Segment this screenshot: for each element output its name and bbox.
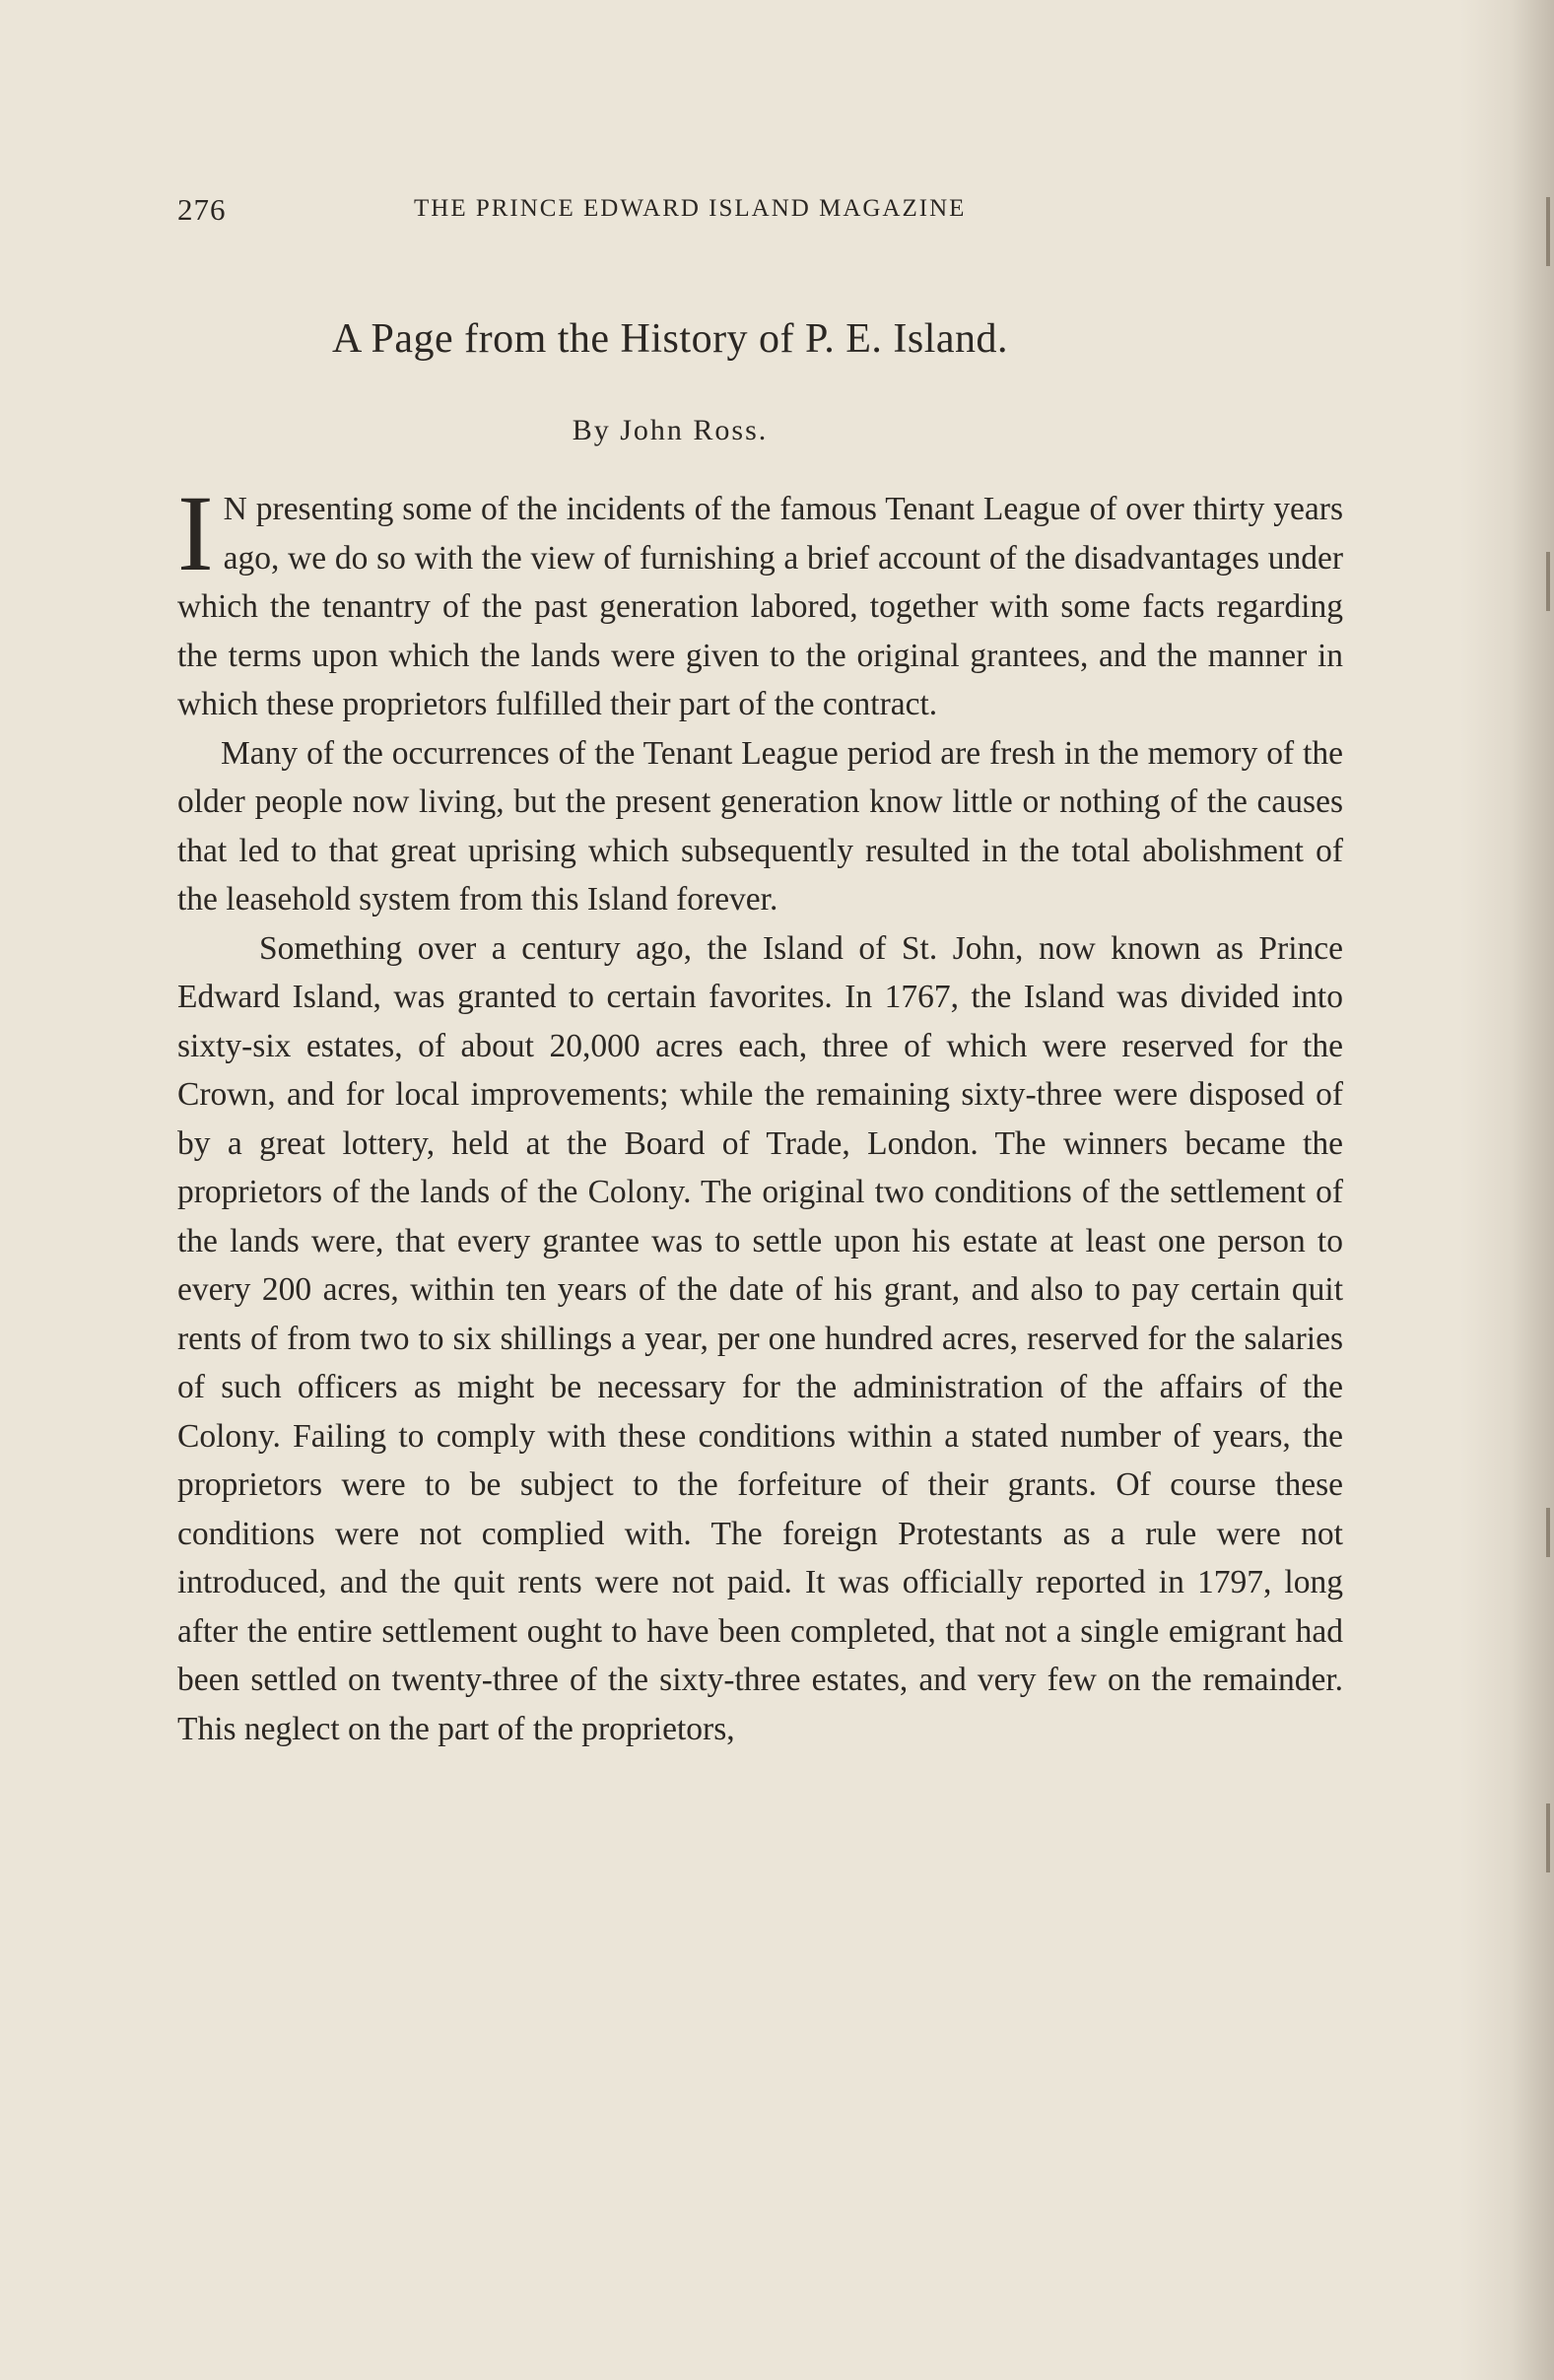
paragraph-1 (177, 473, 1343, 729)
spine-mark (1546, 1803, 1550, 1872)
byline: By John Ross. (572, 414, 769, 446)
paragraph-2: Many of the occurrences of the Tenant League period are fresh in the memory of the older people now living, but the present generation know little or nothing of the causes that led to that great uprising which subsequently resulted in the total abolishment of the leasehold system from this Island forever. (177, 734, 1343, 918)
spine-mark (1546, 1508, 1550, 1557)
spine-mark (1546, 552, 1550, 611)
page-number: 276 (177, 192, 227, 227)
article-body (177, 473, 1343, 1753)
article-title: A Page from the History of P. E. Island. (331, 316, 1009, 362)
running-head (177, 192, 1173, 232)
magazine-title: THE PRINCE EDWARD ISLAND MAGAZINE (414, 195, 967, 222)
spine-mark (1546, 197, 1550, 266)
drop-cap: I (177, 473, 214, 593)
paragraph-3: Something over a century ago, the Island of St. John, now known as Prince Edward Island, was granted to certain favorites. In 1767, the Island was divided into sixty-six estates, of about 20,000 acres each, three of which were reserved for the Crown, and for local improvements; while the remaining sixty-three were disposed of by a great lottery, held at the Board of Trade, London. The winners became the proprietors of the lands of the Colony. The original two conditions of the settlement of the lands were, that every grantee was to settle upon his estate at least one person to every 200 acres, within ten years of the date of his grant, and also to pay certain quit rents of from two to six shillings a year, per one hundred acres, reserved for the salaries of such officers as might be necessary for the administration of the affairs of the Colony. Failing to comply with these conditions within a stated number of years, the proprietors were to be subject to the forfeiture of their grants. Of course these conditions were not complied with. The foreign Protestants as a rule were not introduced, and the quit rents were not paid. It was officially reported in 1797, long after the entire settlement ought to have been completed, that not a single emigrant had been settled on twenty-three of the sixty-three estates, and very few on the remainder. This neglect on the part of the proprietors, (177, 929, 1343, 1747)
paragraph-1-text: N presenting some of the incidents of the famous Tenant League of over thirty years ago, we do so with the view of furnishing a brief account of the disadvantages under which the tenantry of the past generation labored, together with some facts regarding the terms upon which the lands were given to the original grantees, and the manner in which these proprietors fulfilled their part of the contract. (177, 491, 1343, 722)
